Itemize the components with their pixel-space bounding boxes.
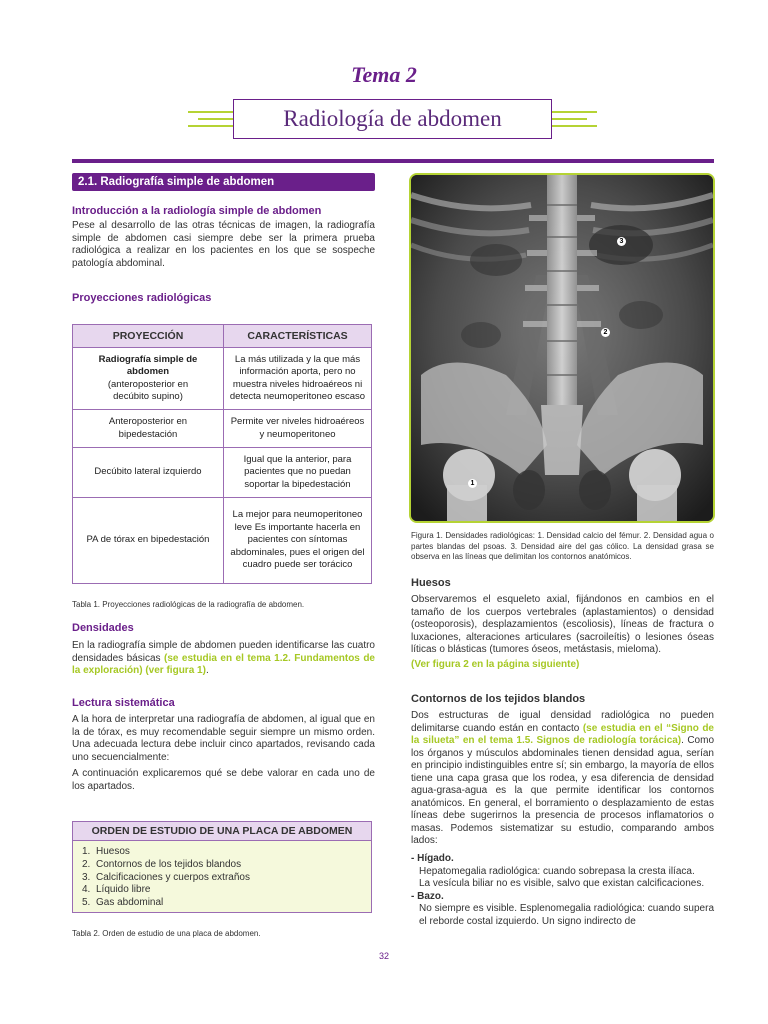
page-number: 32 bbox=[378, 951, 389, 961]
higado-label: - Hígado bbox=[411, 853, 451, 864]
table-row bbox=[73, 348, 372, 410]
xray-image bbox=[411, 175, 713, 521]
densidades-text bbox=[72, 640, 375, 678]
list-item: 3. Calcificaciones y cuerpos extraños bbox=[82, 871, 250, 883]
table-row bbox=[73, 498, 372, 584]
cross-reference: (se estudia en el “Signo de la silueta” en el tema 1.5. Signos de radiología torácica) bbox=[411, 722, 714, 746]
header-rule bbox=[72, 159, 714, 163]
section-title: 2.1. Radiografía simple de abdomen bbox=[72, 173, 375, 191]
cell-text: (anteroposterior en decúbito supino) bbox=[107, 378, 189, 402]
cell-bold: Radiografía simple de abdomen bbox=[98, 353, 198, 377]
list-item: 1. Huesos bbox=[82, 846, 130, 857]
list-item-label: Gas abdominal bbox=[96, 897, 164, 909]
list-item: 2. Contornos de los tejidos blandos bbox=[82, 858, 242, 870]
order-table-header: ORDEN DE ESTUDIO DE UNA PLACA DE ABDOMEN bbox=[72, 821, 372, 841]
decor-line bbox=[198, 118, 236, 120]
list-item-label: Contornos de los tejidos blandos bbox=[96, 858, 242, 870]
higado-text: Hepatomegalia radiológica: cuando sobrepasa la cresta ilíaca. bbox=[419, 865, 695, 877]
list-item: 5. Gas abdominal bbox=[82, 897, 164, 909]
decor-line bbox=[549, 111, 597, 113]
table-header: CARACTERÍSTICAS bbox=[224, 325, 372, 348]
decor-line bbox=[188, 111, 236, 113]
cross-reference: (se estudia en el tema 1.2. Fundamentos de la exploración) (ver figura 1) bbox=[72, 652, 375, 676]
table-cell: La más utilizada y la que más información aporta, pero no muestra niveles hidroaéreos ni detecta neumoperitoneo escaso bbox=[224, 348, 372, 410]
table-header: PROYECCIÓN bbox=[73, 325, 224, 348]
list-item-label: Calcificaciones y cuerpos extraños bbox=[96, 871, 250, 883]
text-span: . bbox=[205, 665, 209, 676]
chapter-title: Radiología de abdomen bbox=[233, 99, 552, 139]
xray-figure bbox=[409, 173, 715, 523]
table-row bbox=[73, 448, 372, 498]
table-cell: Anteroposterior en bipedestación bbox=[73, 410, 224, 448]
higado-text: La vesícula biliar no es visible, salvo que existan calcificaciones. bbox=[419, 878, 705, 889]
projections-table bbox=[72, 324, 372, 584]
table2-caption: Tabla 2. Orden de estudio de una placa de abdomen. bbox=[72, 929, 261, 938]
table-cell: La mejor para neumoperitoneo leve Es importante hacerla en pacientes con síntomas abdominales, pues el origen del cuadro puede ser torácico bbox=[224, 498, 372, 584]
list-item-label: Huesos bbox=[96, 846, 130, 857]
text-span: En la radiografía simple de abdomen pueden identificarse las cuatro densidades básicas bbox=[72, 640, 375, 664]
order-table-body bbox=[72, 841, 372, 913]
lectura-text: A continuación explicaremos qué se debe valorar en cada uno de los apartados. bbox=[72, 768, 375, 792]
decor-line bbox=[549, 118, 587, 120]
figure-marker-3: 3 bbox=[617, 237, 626, 246]
lectura-text: A la hora de interpretar una radiografía de abdomen, al igual que en la de tórax, es muy recomendable seguir siempre un mismo orden. Una adecuada lectura debe incluir cinco apartados, revisando cada uno secuencialmente: bbox=[72, 714, 375, 763]
table-cell bbox=[73, 348, 224, 410]
intro-heading: Introducción a la radiología simple de abdomen bbox=[72, 205, 322, 217]
higado-block: - Hígado. Hepatomegalia radiológica: cuando sobrepasa la cresta ilíaca. La vesícula biliar no es visible, salvo que existan calcificaciones. - Bazo. No siempre es visible. Esplenomegalia radiológica: cuando supera el reborde costal izquierdo. Un signo indirecto de bbox=[411, 853, 714, 927]
table-cell: Igual que la anterior, para pacientes que no puedan soportar la bipedestación bbox=[224, 448, 372, 498]
bazo-text: No siempre es visible. Esplenomegalia radiológica: cuando supera el reborde costal izquierdo. Un signo indirecto de bbox=[419, 903, 714, 927]
densidades-heading: Densidades bbox=[72, 622, 134, 634]
decor-line bbox=[188, 125, 236, 127]
table-cell: Permite ver niveles hidroaéreos y neumoperitoneo bbox=[224, 410, 372, 448]
text-span: Dos estructuras de igual densidad radiológica no pueden delimitarse cuando están en contacto bbox=[411, 710, 714, 734]
bazo-label: - Bazo bbox=[411, 890, 441, 902]
huesos-text: Observaremos el esqueleto axial, fijándonos en cambios en el tamaño de los cuerpos vertebrales (aplastamientos) o densidad (osteoporosis), desplazamientos (escoliosis), líneas de fractura o luxaciones, alteraciones articulares (sacroileítis) o lesiones óseas líticas o blásticas (tumores óseos, metástasis, mieloma). bbox=[411, 594, 714, 655]
table1-caption: Tabla 1. Proyecciones radiológicas de la radiografía de abdomen. bbox=[72, 600, 305, 609]
contornos-text bbox=[411, 710, 714, 848]
intro-text: Pese al desarrollo de las otras técnicas de imagen, la radiografía simple de abdomen casi siempre debe ser la primera prueba radiológica a realizar en los pacientes en los que se sospeche patología abdominal. bbox=[72, 220, 375, 269]
figure-marker-2: 2 bbox=[601, 328, 610, 337]
proyecciones-heading: Proyecciones radiológicas bbox=[72, 292, 212, 304]
contornos-heading: Contornos de los tejidos blandos bbox=[411, 693, 586, 705]
figure-marker-1: 1 bbox=[468, 479, 477, 488]
table-row bbox=[73, 410, 372, 448]
table-cell: PA de tórax en bipedestación bbox=[73, 498, 224, 584]
figure-caption: Figura 1. Densidades radiológicas: 1. Densidad calcio del fémur. 2. Densidad agua o partes blandas del psoas. 3. Densidad aire del gas cólico. La densidad grasa se observa en las líneas que delimitan los contornos anatómicos. bbox=[411, 531, 714, 561]
chapter-number: Tema 2 bbox=[351, 62, 417, 87]
text-span: . Como los órganos y músculos abdominales tienen densidad agua, serían en principio indistinguibles entre sí; sin embargo, la mayoría de ellos tiene una capa grasa que los rodea, y esa diferencia de densidad agua-grasa-agua es la que permite identificar los contornos anatómicos. En general, el borramiento o desplazamiento de estas líneas debe sugerirnos la presencia de procesos inflamatorios o masas. Podemos sistematizar su estudio, comparando ambos lados: bbox=[411, 735, 715, 846]
list-item-label: Líquido libre bbox=[96, 884, 151, 896]
decor-line bbox=[549, 125, 597, 127]
list-item: 4. Líquido libre bbox=[82, 884, 151, 896]
huesos-link[interactable]: (Ver figura 2 en la página siguiente) bbox=[411, 659, 580, 670]
table-cell: Decúbito lateral izquierdo bbox=[73, 448, 224, 498]
huesos-heading: Huesos bbox=[411, 577, 451, 589]
lectura-heading: Lectura sistemática bbox=[72, 697, 175, 709]
